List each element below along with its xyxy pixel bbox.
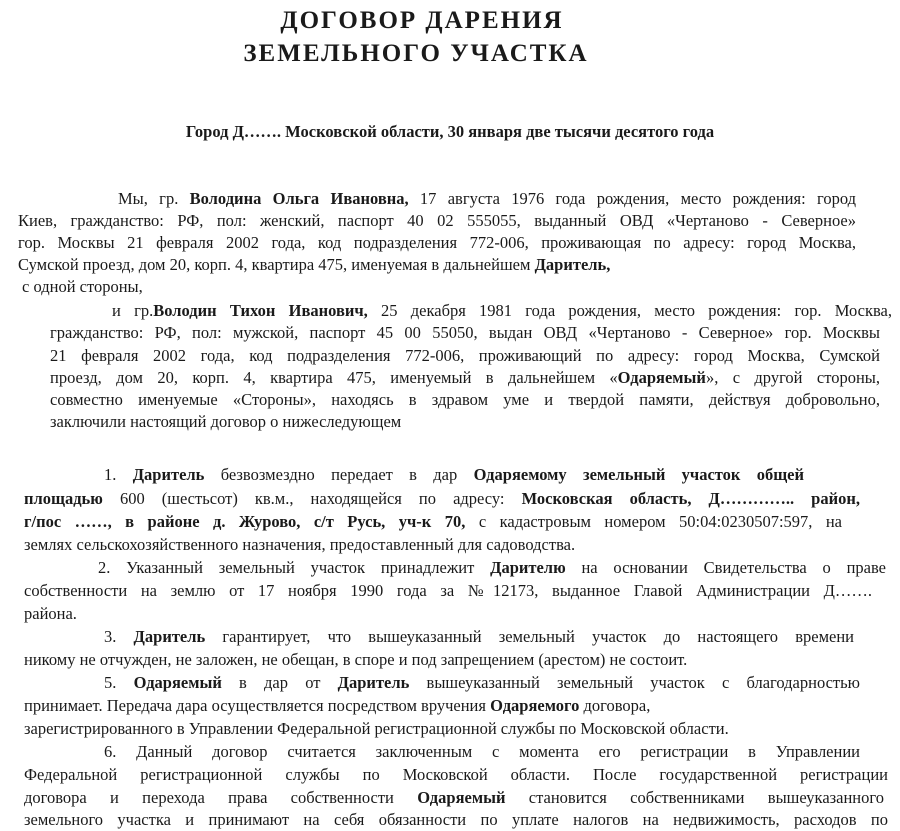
text-line: гражданство: РФ, пол: мужской, паспорт 45 00 55050, выдан ОВД «Чертаново - Северное» гор. Москвы bbox=[50, 323, 880, 342]
text-line: 3. Даритель гарантирует, что вышеуказанный земельный участок до настоящего времени bbox=[104, 627, 854, 646]
text-line: договора и перехода права собственности Одаряемый становится собственниками вышеуказанного bbox=[24, 788, 884, 807]
text-line: с одной стороны, bbox=[22, 277, 143, 296]
text-line: никому не отчужден, не заложен, не обещан, в споре и под запрещением (арестом) не состоит. bbox=[24, 650, 688, 669]
text-line: Мы, гр. Володина Ольга Ивановна, 17 августа 1976 года рождения, место рождения: город bbox=[118, 189, 856, 208]
text-line: Сумской проезд, дом 20, корп. 4, квартира 475, именуемая в дальнейшем Даритель, bbox=[18, 255, 611, 274]
text-line: района. bbox=[24, 604, 77, 623]
text-line: землях сельскохозяйственного назначения, предоставленный для садоводства. bbox=[24, 535, 576, 554]
title-line-1: ДОГОВОР ДАРЕНИЯ bbox=[280, 7, 564, 34]
text-line: земельного участка и принимают на себя обязанности по уплате налогов на недвижимость, расходов по bbox=[24, 810, 888, 829]
place-date-line: Город Д……. Московской области, 30 января две тысячи десятого года bbox=[185, 122, 715, 141]
text-line: 2. Указанный земельный участок принадлежит Дарителю на основании Свидетельства о праве bbox=[98, 558, 886, 577]
text-line: г/пос ……, в районе д. Журово, с/т Русь, уч-к 70, с кадастровым номером 50:04:0230507:597, на bbox=[24, 512, 842, 531]
text-line: 1. Даритель безвозмездно передает в дар Одаряемому земельный участок общей bbox=[104, 465, 805, 484]
text-line: гор. Москвы 21 февраля 2002 года, код подразделения 772-006, проживающая по адресу: город Москва, bbox=[18, 233, 856, 252]
text-line: принимает. Передача дара осуществляется посредством вручения Одаряемого договора, bbox=[24, 696, 651, 715]
text-line: собственности на землю от 17 ноября 1990 года за №12173, выданное Главой Администрации Д……. bbox=[24, 581, 872, 600]
text-line: зарегистрированного в Управлении Федеральной регистрационной службы по Московской области. bbox=[24, 719, 729, 738]
title-line-2: ЗЕМЕЛЬНОГО УЧАСТКА bbox=[243, 40, 589, 67]
text-line: 6. Данный договор считается заключенным с момента его регистрации в Управлении bbox=[104, 742, 860, 761]
text-line: и гр.Володин Тихон Иванович, 25 декабря 1981 года рождения, место рождения: гор. Москва, bbox=[112, 301, 892, 320]
text-line: заключили настоящий договор о нижеследующем bbox=[50, 412, 402, 431]
text-line: проезд, дом 20, корп. 4, квартира 475, именуемый в дальнейшем «Одаряемый», с другой стороны, bbox=[50, 368, 880, 387]
text-line: совместно именуемые «Стороны», находясь в здравом уме и твердой памяти, действуя добровольно, bbox=[50, 390, 880, 409]
text-line: Киев, гражданство: РФ, пол: женский, паспорт 40 02 555055, выданный ОВД «Чертаново - Северное» bbox=[18, 211, 856, 230]
text-line: 21 февраля 2002 года, код подразделения 772-006, проживающий по адресу: город Москва, Сумской bbox=[50, 346, 880, 365]
text-line: 5. Одаряемый в дар от Даритель вышеуказанный земельный участок с благодарностью bbox=[104, 673, 860, 692]
text-line: Федеральной регистрационной службы по Московской области. После государственной регистрации bbox=[24, 765, 888, 784]
text-line: площадью 600 (шестьсот) кв.м., находящейся по адресу: Московская область, Д………….. район, bbox=[24, 489, 860, 508]
